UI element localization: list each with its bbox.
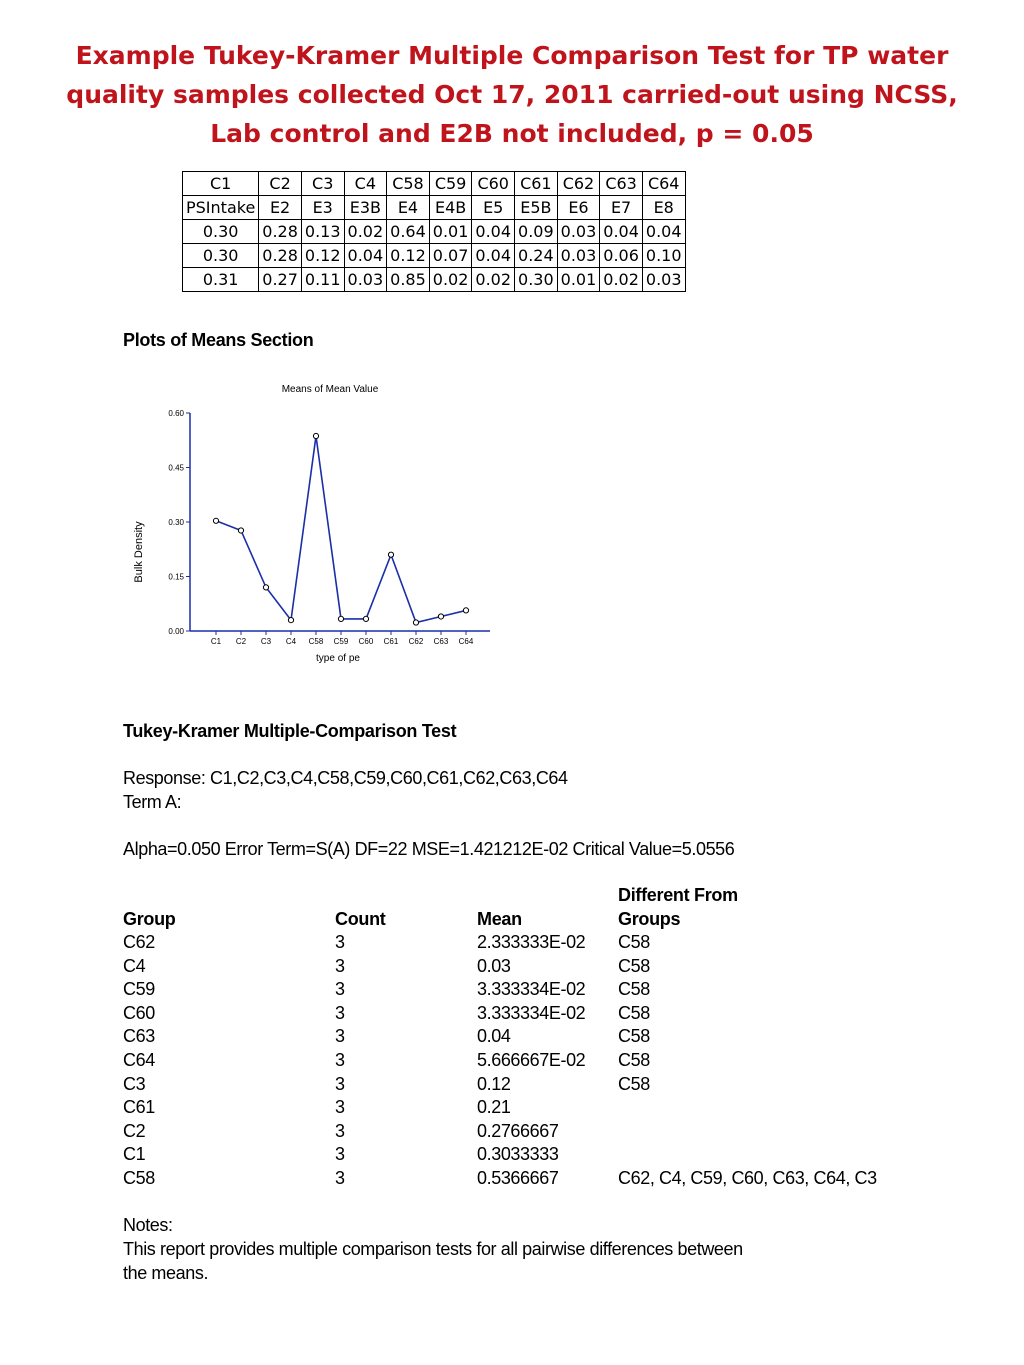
data-table-cell: E5B [515,196,558,220]
tukey-row-diff: C58 [618,1002,650,1023]
data-table-cell: C2 [259,172,302,196]
data-table-cell: 0.28 [259,244,302,268]
tukey-row-diff: C62, C4, C59, C60, C63, C64, C3 [618,1168,877,1188]
data-point-c58 [313,433,318,438]
notes-line-1: This report provides multiple comparison tests for all pairwise differences between [123,1239,743,1259]
y-tick-label: 0.15 [168,572,184,582]
data-table-cell: C1 [183,172,259,196]
data-table-cell: 0.02 [600,268,643,292]
chart-title: Means of Mean Value [281,384,379,395]
data-point-c59 [338,616,343,621]
plots-section-heading: Plots of Means Section [123,330,314,350]
data-table-cell: E4 [387,196,430,220]
col-header-different-from: Different From [618,885,738,905]
tukey-row-count: 3 [335,1026,345,1047]
data-table-cell: C60 [472,172,515,196]
tukey-row-group: C4 [123,955,146,976]
y-tick-label: 0.45 [168,463,184,473]
tukey-row-group: C64 [123,1050,155,1070]
data-table-cell: 0.10 [642,244,685,268]
data-table-cell: 0.28 [259,220,302,244]
x-tick-label: C61 [383,637,399,646]
tukey-row-count: 3 [335,979,345,1000]
tukey-row-group: C60 [123,1002,155,1023]
data-table-cell: 0.13 [301,220,344,244]
tukey-row-count: 3 [335,1120,345,1141]
y-axis-label: Bulk Density [133,521,145,583]
data-table-cell: E3 [301,196,344,220]
data-table-cell: 0.27 [259,268,302,292]
tukey-row-count: 3 [335,1144,345,1165]
data-table-cell: 0.04 [600,220,643,244]
tukey-row-group: C59 [123,979,155,1000]
x-tick-label: C59 [333,637,349,646]
x-tick-label: C63 [433,637,449,646]
tukey-row-mean: 3.333334E-02 [477,979,586,1000]
data-table-cell: 0.12 [387,244,430,268]
data-table-cell: 0.64 [387,220,430,244]
data-table-cell: 0.09 [515,220,558,244]
data-point-c60 [363,616,368,621]
data-table-cell: E3B [344,196,387,220]
data-table-cell: 0.04 [472,244,515,268]
data-table-cell: C61 [515,172,558,196]
x-tick-label: C60 [358,637,374,646]
tukey-row-group: C62 [123,932,155,952]
data-point-c4 [288,618,293,623]
x-tick-label: C3 [260,637,272,646]
data-table-cell: 0.85 [387,268,430,292]
data-table-cell: C58 [387,172,430,196]
data-table-cell: 0.03 [344,268,387,292]
data-table-cell: 0.31 [183,268,259,292]
data-point-c1 [213,518,218,523]
data-table-cell: E2 [259,196,302,220]
y-tick-label: 0.60 [168,409,184,418]
tukey-row-mean: 0.3033333 [477,1144,559,1165]
data-table-cell: 0.04 [642,220,685,244]
notes-heading: Notes: [123,1215,173,1235]
tukey-row-mean: 2.333333E-02 [477,932,586,952]
params-line: Alpha=0.050 Error Term=S(A) DF=22 MSE=1.421212E-02 Critical Value=5.0556 [123,839,735,859]
tukey-row-diff: C58 [618,955,650,976]
data-table-cell: 0.01 [429,220,472,244]
data-table-cell: E6 [557,196,600,220]
tukey-row-count: 3 [335,1168,345,1188]
data-table-cell: E5 [472,196,515,220]
x-tick-label: C2 [235,637,247,646]
col-header-groups: Groups [618,909,681,929]
tukey-row-diff: C58 [618,1026,650,1047]
tukey-row-count: 3 [335,1002,345,1023]
data-point-c64 [463,608,468,613]
tukey-row-mean: 0.04 [477,1026,511,1047]
tukey-row-count: 3 [335,1073,345,1094]
tukey-row-diff: C58 [618,932,650,952]
data-table-cell: 0.30 [183,220,259,244]
data-table-cell: 0.07 [429,244,472,268]
tukey-row-mean: 5.666667E-02 [477,1050,586,1070]
data-table-cell: 0.30 [183,244,259,268]
tukey-row-mean: 0.2766667 [477,1120,559,1141]
data-table-cell: C64 [642,172,685,196]
tukey-row-group: C1 [123,1144,146,1165]
y-tick-label: 0.30 [168,518,184,527]
data-table-cell: 0.03 [642,268,685,292]
tukey-heading: Tukey-Kramer Multiple-Comparison Test [123,721,457,741]
col-header-mean: Mean [477,909,522,929]
data-point-c63 [438,614,443,619]
data-table-cell: C3 [301,172,344,196]
data-point-c2 [238,528,243,533]
data-table-cell: 0.04 [472,220,515,244]
y-tick-label: 0.00 [168,627,184,636]
tukey-row-diff: C58 [618,1073,650,1094]
data-table-row [183,172,686,196]
col-header-count: Count [335,909,386,929]
tukey-row-diff: C58 [618,1050,650,1070]
data-table-cell: C63 [600,172,643,196]
x-tick-label: C1 [210,637,222,646]
data-table-cell: E8 [642,196,685,220]
data-table-row [183,268,686,292]
data-table-cell: 0.02 [429,268,472,292]
data-point-c61 [388,552,393,557]
tukey-row-count: 3 [335,932,345,952]
data-table-cell: 0.12 [301,244,344,268]
data-table-cell: 0.30 [515,268,558,292]
data-table [182,171,686,292]
x-tick-label: C58 [308,637,324,646]
data-table-cell: C4 [344,172,387,196]
x-tick-label: C62 [408,637,424,646]
tukey-row-group: C61 [123,1097,155,1118]
data-table-row [183,244,686,268]
data-table-cell: E7 [600,196,643,220]
data-table-row [183,196,686,220]
data-table-cell: 0.11 [301,268,344,292]
tukey-row-group: C3 [123,1073,146,1094]
data-point-c3 [263,585,268,590]
data-table-cell: 0.03 [557,220,600,244]
data-table-cell: 0.06 [600,244,643,268]
tukey-row-diff: C58 [618,979,650,1000]
data-table-cell: C59 [429,172,472,196]
col-header-group: Group [123,909,176,929]
data-table-cell: 0.01 [557,268,600,292]
data-table-row [183,220,686,244]
data-point-c62 [413,620,418,625]
notes-line-2: the means. [123,1263,209,1283]
response-line: Response: C1,C2,C3,C4,C58,C59,C60,C61,C62,C63,C64 [123,768,568,788]
tukey-row-mean: 0.21 [477,1097,511,1118]
means-line-chart [120,378,510,673]
tukey-row-group: C2 [123,1120,146,1141]
data-table-cell: PSIntake [183,196,259,220]
data-table-cell: 0.03 [557,244,600,268]
data-table-cell: 0.02 [344,220,387,244]
tukey-row-mean: 0.12 [477,1073,511,1094]
page-title: Example Tukey-Kramer Multiple Comparison Test for TP water quality samples collected Oct 17, 2011 carried-out using NCSS, Lab control and E2B not included, p = 0.05 [66,41,958,148]
x-tick-label: C64 [458,637,474,646]
tukey-row-group: C63 [123,1026,155,1047]
mean-series-line [216,436,466,623]
term-line: Term A: [123,792,182,812]
data-table-cell: 0.04 [344,244,387,268]
tukey-row-count: 3 [335,955,345,976]
tukey-row-count: 3 [335,1050,345,1070]
data-table-cell: C62 [557,172,600,196]
data-table-cell: E4B [429,196,472,220]
x-tick-label: C4 [285,637,297,646]
data-table-cell: 0.02 [472,268,515,292]
tukey-row-mean: 3.333334E-02 [477,1002,586,1023]
tukey-row-count: 3 [335,1097,345,1118]
x-axis-label: type of pe [316,653,360,664]
tukey-row-mean: 0.03 [477,955,511,976]
data-table-cell: 0.24 [515,244,558,268]
tukey-row-group: C58 [123,1168,155,1188]
tukey-row-mean: 0.5366667 [477,1168,559,1188]
